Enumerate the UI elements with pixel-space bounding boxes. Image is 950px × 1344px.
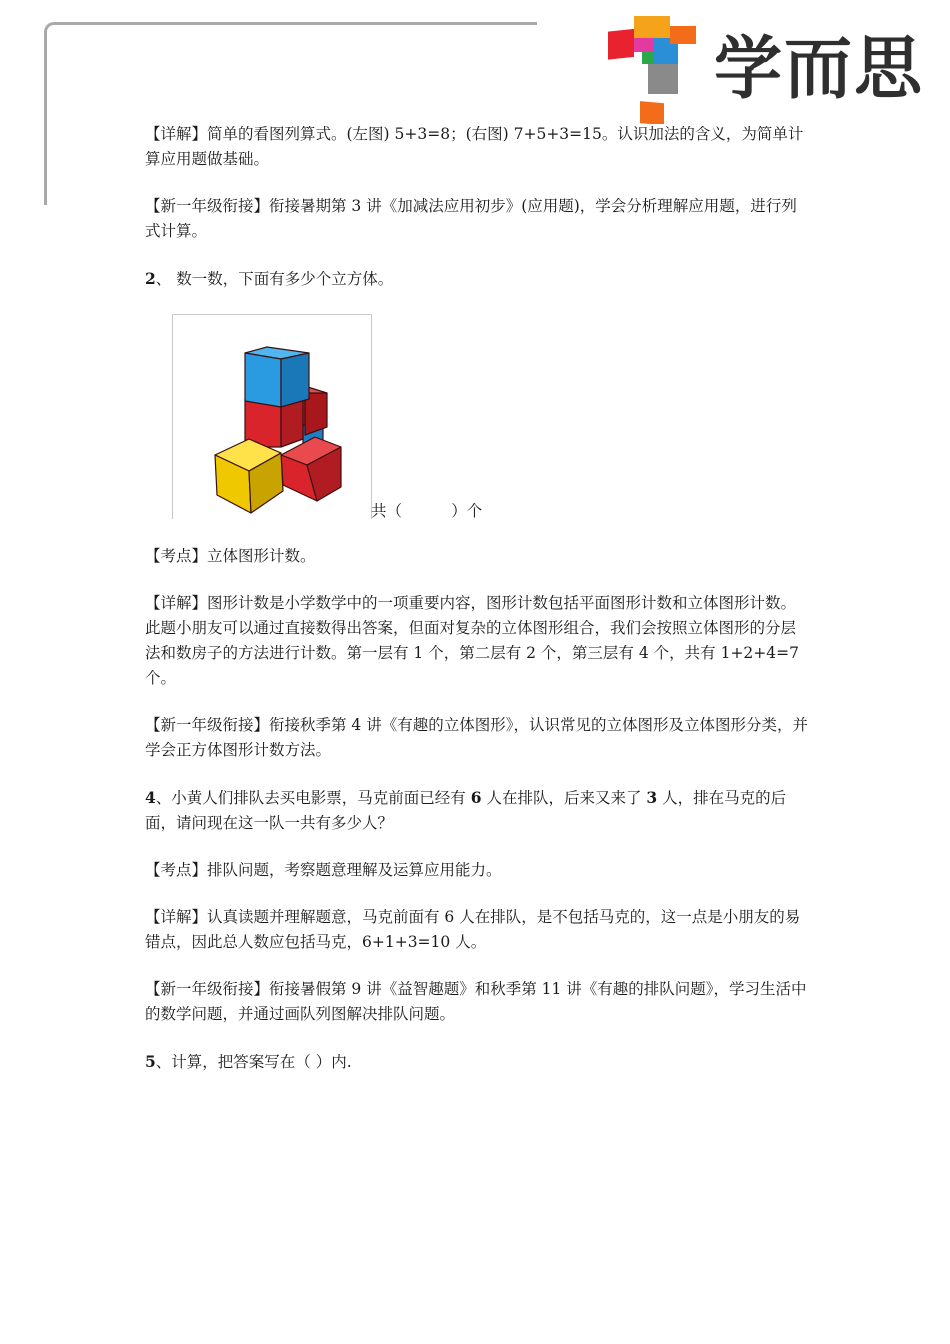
question-2-answer-blank: 共（ ）个 [371,502,483,520]
question-4-value-6: 6 [470,788,482,807]
grade-bridge-4: 【新一年级衔接】衔接暑假第 9 讲《益智趣题》和秋季第 11 讲《有趣的排队问题》，学习生活中的数学问题，并通过画队列图解决排队问题。 [145,980,807,1023]
answer-explanation-2: 【详解】图形计数是小学数学中的一项重要内容，图形计数包括平面图形计数和立体图形计数。此题小朋友可以通过直接数得出答案，但面对复杂的立体图形组合，我们会按照立体图形的分层法和数房子的方法进行计数。第一层有 1 个，第二层有 2 个，第三层有 4 个，共有 1+2+4=7 个。 [145,594,799,687]
question-4-text-e: 人，排在马克的后面，请问现在这一队一共有多少人？ [145,789,787,832]
logo-block-orange-bottom [640,101,664,124]
logo-text: 学而思 [714,30,925,109]
question-4-value-3: 3 [646,788,658,807]
question-2-number: 2 [145,269,156,288]
question-2-figure-row [145,314,810,520]
question-2-text: 、 数一数，下面有多少个立方体。 [155,270,394,288]
answer-explanation-1: 【详解】简单的看图列算式。(左图) 5+3=8；(右图) 7+5+3=15。认识加法的含义，为简单计算应用题做基础。 [145,125,804,168]
question-4-text-a: 、小黄人们排队去买电影票，马克前面已经有 [155,789,471,807]
key-point-2: 【考点】立体图形计数。 [145,547,316,565]
question-4-text-c: 人在排队，后来又来了 [481,789,647,807]
answer-explanation-4: 【详解】认真读题并理解题意，马克前面有 6 人在排队，是不包括马克的，这一点是小朋友的易错点，因此总人数应包括马克，6+1+3=10 人。 [145,908,801,951]
question-5-number: 5 [145,1052,156,1071]
logo-block-orange-top [670,26,696,44]
cube-top-blue-front [245,353,281,407]
logo-mark-icon [604,12,704,124]
question-5 [145,1049,810,1075]
question-4-number: 4 [145,788,156,807]
cube-stack-image [173,315,371,519]
grade-bridge-1: 【新一年级衔接】衔接暑期第 3 讲《加减法应用初步》(应用题)，学会分析理解应用题，进行列式计算。 [145,197,797,240]
grade-bridge-2: 【新一年级衔接】衔接秋季第 4 讲《有趣的立体图形》，认识常见的立体图形及立体图形分类，并学会正方体图形计数方法。 [145,716,808,759]
key-point-4: 【考点】排队问题，考察题意理解及运算应用能力。 [145,861,502,879]
logo-block-green [642,52,654,64]
question-4 [145,785,810,836]
logo-block-red [608,29,634,60]
cube-stack-figure [172,314,372,519]
xueersi-logo [604,12,950,124]
question-5-text: 、计算，把答案写在（ ）内. [155,1053,352,1071]
question-2 [145,266,810,292]
logo-block-yellow [634,16,670,38]
logo-block-grey [648,64,678,94]
cube-top-blue-side [281,353,309,407]
logo-block-magenta [634,38,654,52]
worksheet-content [145,122,810,1097]
